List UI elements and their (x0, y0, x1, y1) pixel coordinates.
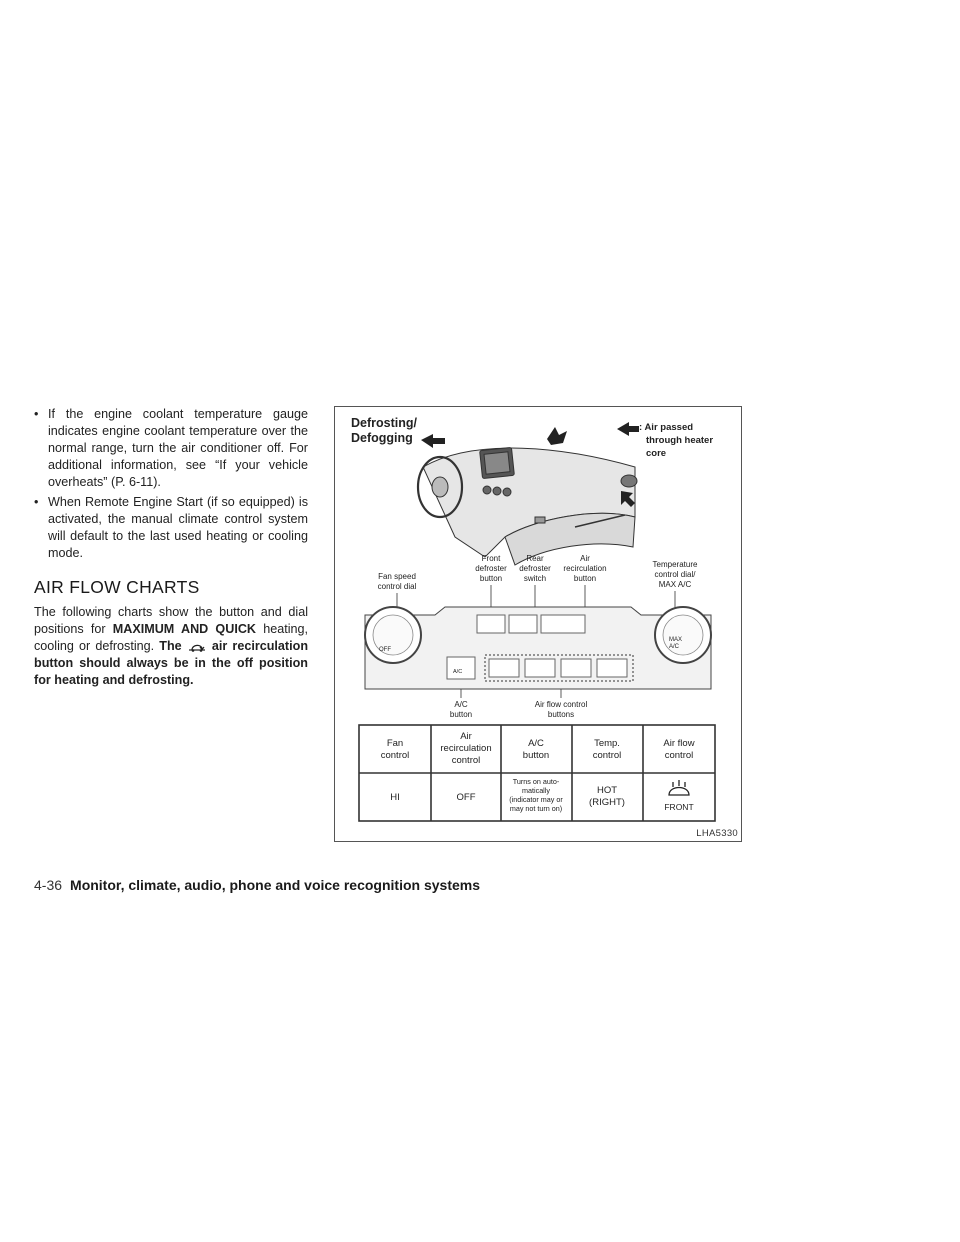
text-column (34, 406, 308, 689)
td-ac-3: (indicator may or (509, 795, 563, 804)
temp-dial-ac: A/C (669, 644, 680, 650)
bullet-dot: • (34, 495, 39, 509)
th-recirc-2: recirculation (440, 743, 492, 754)
callout-temp-2: control dial/ (654, 570, 696, 579)
td-ac-2: matically (522, 786, 550, 795)
td-temp-2: (RIGHT) (589, 797, 625, 808)
figure-title-2: Defogging (351, 431, 413, 445)
callout-ac-2: button (449, 710, 473, 719)
callout-rear-def-1: Rear (526, 554, 544, 563)
td-ac-4: may not turn on) (509, 804, 563, 813)
recirculation-icon (187, 642, 207, 652)
td-airflow: FRONT (664, 802, 694, 812)
th-fan-1: Fan (386, 738, 404, 749)
td-fan: HI (390, 792, 400, 803)
airflow-arrow-left (421, 434, 445, 448)
air-flow-figure (334, 406, 742, 842)
figure-title-1: Defrosting/ (351, 416, 417, 430)
callout-recirc-2: recirculation (563, 564, 607, 573)
figure-illustration (335, 407, 741, 841)
ac-button-label: A/C (453, 669, 463, 675)
intro-bold-1: MAXIMUM AND QUICK (112, 622, 257, 636)
fan-dial-off: OFF (379, 647, 391, 653)
callout-front-def-2: defroster (475, 564, 507, 573)
legend-line-3: core (646, 448, 667, 459)
th-temp-2: control (592, 750, 622, 761)
callout-temp-1: Temperature (652, 560, 698, 569)
callout-fan-2: control dial (377, 582, 417, 591)
settings-table (359, 725, 715, 821)
intro-paragraph (34, 604, 308, 689)
dashboard-illustration (418, 447, 637, 565)
callout-recirc-1: Air (580, 554, 590, 563)
bullet-coolant (34, 406, 308, 491)
callout-temp-3: MAX A/C (658, 580, 692, 589)
bullet-remote-start (34, 494, 308, 562)
th-airflow-1: Air flow (663, 738, 695, 749)
callout-airflow-1: Air flow control (534, 700, 588, 709)
legend-arrow (617, 422, 639, 436)
callout-rear-def-3: switch (523, 574, 547, 583)
callout-fan-1: Fan speed (378, 572, 416, 581)
legend-line-1: : Air passed (639, 422, 694, 433)
intro-text-1: The following charts show the button and dial positions for (34, 605, 308, 636)
intro-bold-2a: The (159, 639, 182, 653)
th-temp-1: Temp. (594, 738, 620, 749)
th-airflow-2: control (664, 750, 694, 761)
th-fan-2: control (380, 750, 410, 761)
td-ac-1: Turns on auto- (512, 777, 560, 786)
chapter-title: Monitor, climate, audio, phone and voice recognition systems (70, 877, 480, 893)
td-recirc: OFF (456, 792, 476, 803)
th-ac-1: A/C (528, 738, 544, 749)
intro-bold-2b: air recirculation button should always be in the off position for heating and defrosting. (34, 639, 309, 687)
callout-front-def-3: button (479, 574, 503, 583)
airflow-arrow-up (547, 427, 567, 445)
callout-rear-def-2: defroster (519, 564, 551, 573)
bullet-remote-start-text: When Remote Engine Start (if so equipped) is activated, the manual climate control system will default to the last used heating or cooling mode. (48, 495, 308, 560)
page-footer (34, 877, 480, 893)
td-temp-1: HOT (596, 785, 618, 796)
legend-line-2: through heater (646, 435, 714, 446)
page-number: 4-36 (34, 877, 63, 893)
bullet-coolant-text: If the engine coolant temperature gauge indicates engine coolant temperature over the normal range, turn the air conditioner off. For additional information, see “If your vehicle overheats” (P. 6-11). (48, 407, 308, 489)
th-recirc-3: control (451, 755, 481, 766)
control-panel (365, 607, 711, 689)
callout-recirc-3: button (573, 574, 597, 583)
figure-code: LHA5330 (696, 828, 738, 839)
temp-dial-max: MAX (669, 637, 683, 643)
callout-front-def-1: Front (481, 554, 501, 563)
th-recirc-1: Air (460, 731, 472, 742)
th-ac-2: button (522, 750, 550, 761)
callout-airflow-2: buttons (547, 710, 575, 719)
section-heading: AIR FLOW CHARTS (34, 577, 200, 597)
bullet-dot: • (34, 407, 39, 421)
intro-text-2: heating, cooling or defrosting. (34, 622, 309, 653)
callout-ac-1: A/C (454, 700, 468, 709)
